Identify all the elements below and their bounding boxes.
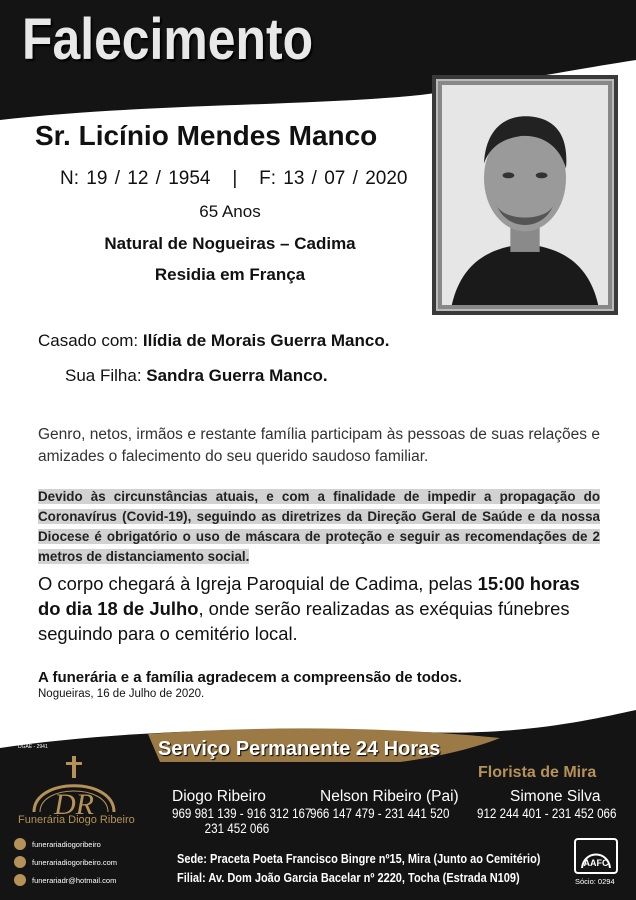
website-link[interactable] xyxy=(14,856,117,868)
ceremony-info xyxy=(38,571,602,646)
email-icon xyxy=(14,874,26,886)
contact-phone: 912 244 401 - 231 452 066 xyxy=(477,806,617,821)
florist-name: Florista de Mira xyxy=(478,764,597,781)
dgae-code: DGAE - 2941 xyxy=(18,744,48,750)
logo-initials: DR xyxy=(54,788,94,821)
service-banner: Serviço Permanente 24 Horas xyxy=(158,738,441,760)
contact-name: Diogo Ribeiro xyxy=(172,788,266,805)
birthplace: Natural de Nogueiras – Cadima xyxy=(104,234,356,253)
spouse-name: Ilídia de Morais Guerra Manco. xyxy=(142,331,390,350)
family-announcement: Genro, netos, irmãos e restante família participam às pessoas de suas relações e amizades o falecimento do seu querido saudoso familiar. xyxy=(38,426,600,465)
ceremony-text-1: O corpo chegará à Igreja Paroquial de Cadima, pelas xyxy=(38,573,478,594)
website-text: funerariadiogoribeiro.com xyxy=(32,857,118,867)
email-link[interactable] xyxy=(14,874,116,886)
contact-nelson xyxy=(310,788,472,821)
branch-address: Filial: Av. Dom João Garcia Bacelar nº 2220, Tocha (Estrada N109) xyxy=(177,871,520,885)
aafc-logo-icon xyxy=(574,838,618,874)
ceremony-text-2: , onde serão realizadas as exéquias fúnebres seguindo para o cemitério local. xyxy=(38,598,570,644)
thanks-note: A funerária e a família agradecem a compreensão de todos. xyxy=(38,669,462,686)
facebook-link[interactable] xyxy=(14,838,101,850)
covid-notice xyxy=(38,487,600,567)
header-title: Falecimento xyxy=(22,7,314,72)
portrait-photo xyxy=(442,85,608,305)
spouse-line xyxy=(38,331,389,351)
contact-phone: 966 147 479 - 231 441 520 xyxy=(310,806,450,821)
birth-death-dates: N: 19 / 12 / 1954 | F: 13 / 07 / 2020 xyxy=(60,168,408,189)
daughter-label: Sua Filha: xyxy=(65,366,147,385)
contact-simone xyxy=(477,788,636,821)
ceremony-time: 15:00 horas do dia 18 de Julho xyxy=(38,573,580,619)
covid-notice-text: Devido às circunstâncias atuais, e com a finalidade de impedir a propagação do Coronavírus (Covid-19), seguindo as diretrizes da Direção Geral de Saúde e da nossa Diocese é obrigatório o uso de máscara de proteção e seguir as recomendações de 2 metros de distanciamento social. xyxy=(38,489,600,564)
aafc-logo-text: AAFC xyxy=(583,858,609,868)
spouse-label: Casado com: xyxy=(38,331,143,350)
age: 65 Anos xyxy=(199,202,261,221)
email-text: funerariadr@hotmail.com xyxy=(32,875,117,885)
contact-phone: 969 981 139 - 916 312 167 xyxy=(172,806,312,821)
daughter-name: Sandra Guerra Manco. xyxy=(146,366,328,385)
headquarters-address: Sede: Praceta Poeta Francisco Bingre nº15, Mira (Junto ao Cemitério) xyxy=(177,852,541,866)
facebook-text: funerariadiogoribeiro xyxy=(32,839,101,849)
member-number: Sócio: 0294 xyxy=(575,877,615,886)
contact-name: Simone Silva xyxy=(510,788,601,805)
contact-name: Nelson Ribeiro (Pai) xyxy=(320,788,459,805)
globe-icon xyxy=(14,856,26,868)
facebook-icon xyxy=(14,838,26,850)
logo-text: Funerária Diogo Ribeiro xyxy=(18,814,135,826)
place-date: Nogueiras, 16 de Julho de 2020. xyxy=(38,688,205,700)
contact-phone-2: 231 452 066 xyxy=(204,821,270,836)
daughter-line xyxy=(65,366,328,386)
residence: Residia em França xyxy=(154,265,306,284)
deceased-name: Sr. Licínio Mendes Manco xyxy=(35,120,378,151)
